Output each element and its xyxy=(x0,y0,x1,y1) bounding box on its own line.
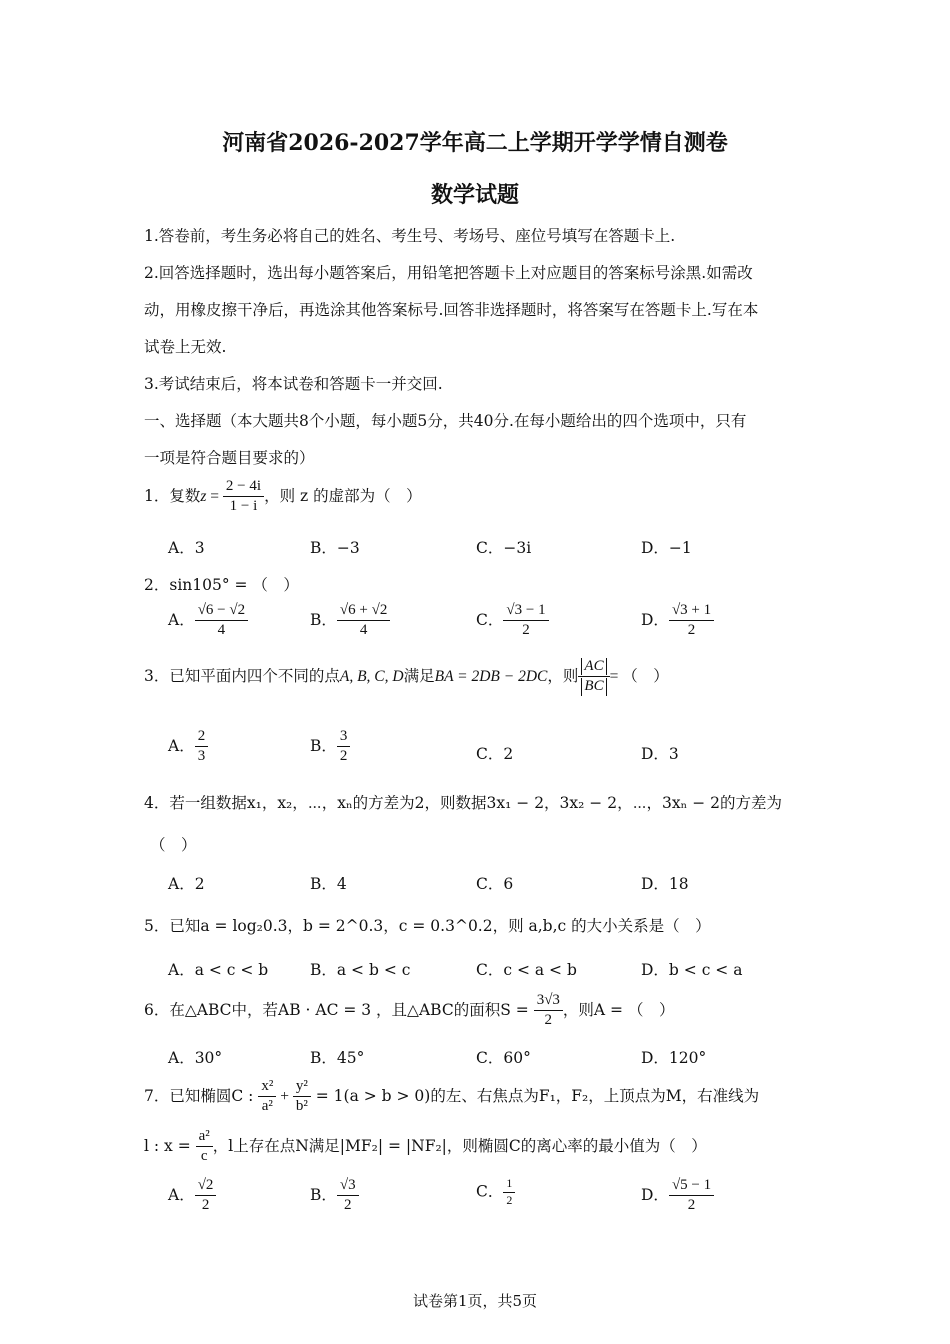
q6-fraction xyxy=(534,992,563,1030)
instruction-line: 1.答卷前，考生务必将自己的姓名、考生号、考场号、座位号填写在答题卡上. xyxy=(144,227,676,245)
q1-var: z xyxy=(200,487,207,505)
question-4: 4．若一组数据x₁，x₂，⋯，xₙ的方差为2，则数据3x₁ − 2，3x₂ − 2，⋯，3xₙ − 2的方差为 xyxy=(144,794,783,812)
option-label: C． xyxy=(476,610,504,629)
numerator: 2 xyxy=(195,728,209,747)
q1-option-b: B．−3 xyxy=(310,539,360,557)
q7-fraction-y xyxy=(293,1078,311,1116)
section-heading: 一、选择题（本大题共8个小题，每小题5分，共40分.在每小题给出的四个选项中，只有 xyxy=(144,412,747,430)
question-2: 2．sin105° = （ ） xyxy=(144,576,299,594)
instruction-line: 动，用橡皮擦干净后，再选涂其他答案标号.回答非选择题时，将答案写在答题卡上.写在本 xyxy=(144,301,759,319)
q3-option-c: C．2 xyxy=(476,745,514,763)
numerator: x² xyxy=(258,1078,276,1097)
q7-line2-suffix: ，l上存在点N满足|MF₂| = |NF₂|，则椭圆C的离心率的最小值为（ ） xyxy=(212,1136,707,1155)
q3-mid: 满足 xyxy=(403,666,435,685)
q4-option-c: C．6 xyxy=(476,875,514,893)
denominator: 4 xyxy=(217,622,226,639)
q7-directrix-fraction xyxy=(196,1128,213,1166)
denominator: 2 xyxy=(506,1192,513,1207)
option-label: B． xyxy=(310,1185,337,1204)
numerator: 3√3 xyxy=(534,992,563,1011)
denominator: b² xyxy=(295,1098,308,1115)
q7-prefix: 7．已知椭圆C : xyxy=(144,1086,259,1105)
q7-plus: + xyxy=(276,1087,293,1105)
numerator: 1 xyxy=(503,1177,515,1193)
q3-a-fraction xyxy=(195,728,209,766)
q7-option-d xyxy=(641,1177,714,1215)
numerator: √3 − 1 xyxy=(503,602,548,621)
denominator: 3 xyxy=(197,748,206,765)
q1-eq: = xyxy=(206,487,223,505)
q1-option-a: A．3 xyxy=(168,539,205,557)
q3-fraction xyxy=(578,658,609,696)
q4-option-b: B．4 xyxy=(310,875,347,893)
instruction-line: 3.考试结束后，将本试卷和答题卡一并交回. xyxy=(144,375,443,393)
q1-option-d: D．−1 xyxy=(641,539,692,557)
option-label: A． xyxy=(168,610,195,629)
question-4-answer-paren: （ ） xyxy=(150,836,197,854)
numerator: √5 − 1 xyxy=(669,1177,714,1196)
q1-option-c: C．−3i xyxy=(476,539,532,557)
q3-suffix: = （ ） xyxy=(609,667,669,685)
q3-option-a xyxy=(168,728,208,766)
numerator: √6 + √2 xyxy=(337,602,390,621)
q4-option-a: A．2 xyxy=(168,875,205,893)
exam-subtitle: 数学试题 xyxy=(430,182,519,208)
q3-prefix: 3．已知平面内四个不同的点 xyxy=(144,666,340,685)
q1-suffix: ，则 z 的虚部为（ ） xyxy=(264,486,422,505)
q2-b-fraction xyxy=(337,602,390,640)
q7-option-a xyxy=(168,1177,216,1215)
q2-option-b xyxy=(310,602,390,640)
numerator: √3 xyxy=(337,1177,359,1196)
denominator: 2 xyxy=(344,1197,352,1214)
q5-option-c: C．c < a < b xyxy=(476,961,577,979)
q6-option-b: B．45° xyxy=(310,1049,365,1067)
q2-option-d xyxy=(641,602,714,640)
option-label: A． xyxy=(168,1185,195,1204)
q2-a-fraction xyxy=(195,602,248,640)
instruction-line: 试卷上无效. xyxy=(144,338,227,356)
q7-option-c xyxy=(476,1177,515,1208)
q7-fraction-x xyxy=(258,1078,276,1116)
numerator: 3 xyxy=(337,728,351,747)
q7-option-b xyxy=(310,1177,359,1215)
q6-suffix: ，则A = （ ） xyxy=(562,1000,675,1019)
q3-option-b xyxy=(310,728,350,766)
q2-option-c xyxy=(476,602,549,640)
numerator: y² xyxy=(293,1078,311,1097)
question-7-line-2 xyxy=(144,1128,707,1166)
q3-points: A, B, C, D xyxy=(339,667,404,685)
page-footer: 试卷第1页，共5页 xyxy=(412,1292,538,1310)
abs-bc: BC xyxy=(581,678,606,695)
q2-option-a xyxy=(168,602,248,640)
option-label: B． xyxy=(310,736,337,755)
denominator: 2 xyxy=(687,622,696,639)
q1-numerator: 2 − 4i xyxy=(223,478,264,497)
denominator: 2 xyxy=(201,1197,210,1214)
q6-prefix: 6．在△ABC中，若AB · AC = 3 ，且△ABC的面积S = xyxy=(144,1000,534,1019)
numerator: √2 xyxy=(195,1177,217,1196)
option-label: C． xyxy=(476,1182,504,1201)
q7-a-fraction xyxy=(195,1177,217,1215)
denominator: 2 xyxy=(339,748,348,765)
q7-d-fraction xyxy=(669,1177,714,1215)
q7-c-fraction xyxy=(503,1177,515,1208)
question-1 xyxy=(144,478,422,516)
q2-c-fraction xyxy=(503,602,548,640)
denominator xyxy=(578,677,609,695)
numerator: √6 − √2 xyxy=(195,602,248,621)
q3-vector-equation: BA = 2DB − 2DC xyxy=(434,667,548,685)
numerator xyxy=(578,658,609,677)
q3-option-d: D．3 xyxy=(641,745,679,763)
q1-fraction xyxy=(223,478,264,516)
option-label: B． xyxy=(310,610,337,629)
q6-option-a: A．30° xyxy=(168,1049,223,1067)
numerator: a² xyxy=(196,1128,213,1147)
q5-option-a: A．a < c < b xyxy=(168,961,269,979)
denominator: a² xyxy=(261,1098,273,1115)
denominator: c xyxy=(200,1148,208,1165)
question-6 xyxy=(144,992,674,1030)
question-5: 5．已知a = log₂0.3，b = 2^0.3，c = 0.3^0.2，则 a,b,c 的大小关系是（ ） xyxy=(144,917,711,935)
question-3 xyxy=(144,658,669,696)
instruction-line: 2.回答选择题时，选出每小题答案后，用铅笔把答题卡上对应题目的答案标号涂黑.如需改 xyxy=(144,264,753,282)
denominator: 2 xyxy=(687,1197,696,1214)
q4-option-d: D．18 xyxy=(641,875,689,893)
q7-rest: = 1(a > b > 0)的左、右焦点为F₁，F₂，上顶点为M，右准线为 xyxy=(310,1086,760,1105)
section-heading: 一项是符合题目要求的） xyxy=(144,449,315,467)
q2-d-fraction xyxy=(669,602,714,640)
exam-title: 河南省2026-2027学年高二上学期开学学情自测卷 xyxy=(222,130,728,156)
option-label: D． xyxy=(641,1185,669,1204)
q1-prefix: 1．复数 xyxy=(144,486,201,505)
q5-option-d: D．b < c < a xyxy=(641,961,743,979)
q6-option-c: C．60° xyxy=(476,1049,531,1067)
q1-denominator: 1 − i xyxy=(229,498,258,515)
abs-ac: AC xyxy=(581,658,606,675)
q5-option-b: B．a < b < c xyxy=(310,961,411,979)
denominator: 2 xyxy=(522,622,530,639)
option-label: A． xyxy=(168,736,195,755)
denominator: 2 xyxy=(544,1012,553,1029)
numerator: √3 + 1 xyxy=(669,602,714,621)
q6-option-d: D．120° xyxy=(641,1049,707,1067)
q3-comma: ，则 xyxy=(547,666,579,685)
option-label: D． xyxy=(641,610,669,629)
q7-line2-prefix: l : x = xyxy=(144,1136,196,1155)
question-7 xyxy=(144,1078,759,1116)
denominator: 4 xyxy=(359,622,368,639)
q3-b-fraction xyxy=(337,728,351,766)
q7-b-fraction xyxy=(337,1177,359,1215)
